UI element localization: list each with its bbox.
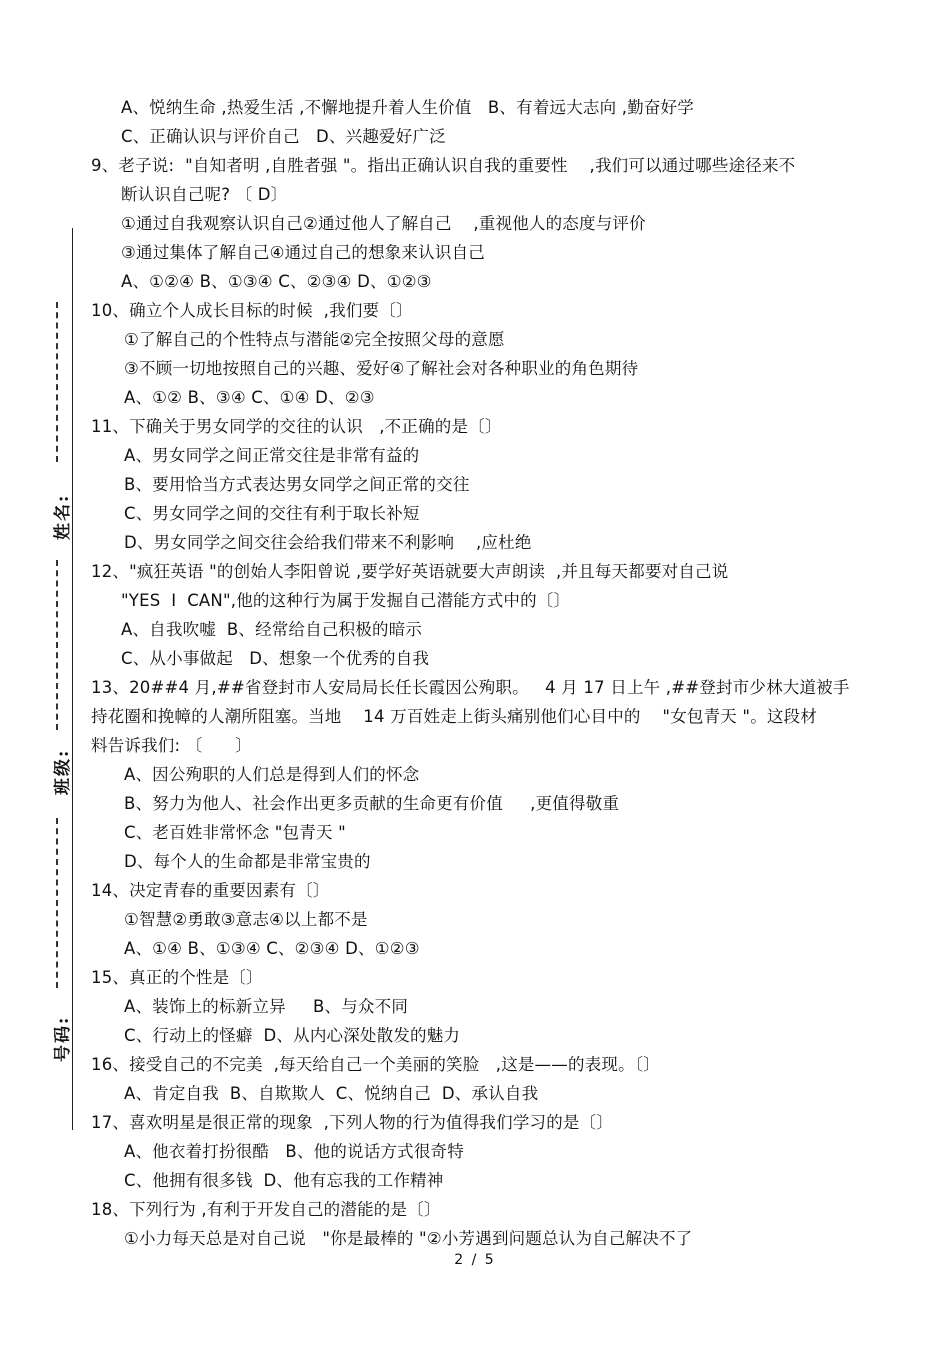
text-line: A、①② B、③④ C、①④ D、②③ xyxy=(124,388,375,407)
text-line: B、努力为他人、社会作出更多贡献的生命更有价值 ,更值得敬重 xyxy=(124,794,620,813)
text-line: A、他衣着打扮很酷 B、他的说话方式很奇特 xyxy=(124,1142,464,1161)
text-line: D、男女同学之间交往会给我们带来不利影响 ,应杜绝 xyxy=(124,533,532,552)
text-line: C、正确认识与评价自己 D、兴趣爱好广泛 xyxy=(121,127,446,146)
text-line: D、每个人的生命都是非常宝贵的 xyxy=(124,852,371,871)
dashed-separator xyxy=(56,560,58,730)
question-11-stem: 11、下确关于男女同学的交往的认识 ,不正确的是〔〕 xyxy=(91,417,502,436)
text-line: C、行动上的怪癖 D、从内心深处散发的魅力 xyxy=(124,1026,461,1045)
text-line: A、装饰上的标新立异 B、与众不同 xyxy=(124,997,409,1016)
text-line: A、因公殉职的人们总是得到人们的怀念 xyxy=(124,765,420,784)
name-field-label: 姓名: xyxy=(53,493,73,540)
text-line: ③不顾一切地按照自己的兴趣、爱好④了解社会对各种职业的角色期待 xyxy=(124,359,639,378)
text-line: B、要用恰当方式表达男女同学之间正常的交往 xyxy=(124,475,470,494)
text-line: C、他拥有很多钱 D、他有忘我的工作精神 xyxy=(124,1171,444,1190)
text-line: A、①④ B、①③④ C、②③④ D、①②③ xyxy=(124,939,420,958)
text-line: A、悦纳生命 ,热爱生活 ,不懈地提升着人生价值 B、有着远大志向 ,勤奋好学 xyxy=(121,98,695,117)
question-12-stem: 12、"疯狂英语 "的创始人李阳曾说 ,要学好英语就要大声朗读 ,并且每天都要对自己说 xyxy=(91,562,729,581)
text-line: A、男女同学之间正常交往是非常有益的 xyxy=(124,446,420,465)
question-10-stem: 10、确立个人成长目标的时候 ,我们要〔〕 xyxy=(91,301,413,320)
text-line: "YES I CAN",他的这种行为属于发掘自己潜能方式中的〔〕 xyxy=(121,591,571,610)
dashed-separator xyxy=(56,818,58,988)
question-18-stem: 18、下列行为 ,有利于开发自己的潜能的是〔〕 xyxy=(91,1200,441,1219)
question-15-stem: 15、真正的个性是〔〕 xyxy=(91,968,263,987)
text-line: C、老百姓非常怀念 "包青天 " xyxy=(124,823,346,842)
question-9-stem: 9、老子说: "自知者明 ,自胜者强 "。指出正确认识自我的重要性 ,我们可以通过哪些途径来不 xyxy=(91,156,796,175)
text-line: 断认识自己呢? 〔 D〕 xyxy=(121,185,288,204)
text-line: A、肯定自我 B、自欺欺人 C、悦纳自己 D、承认自我 xyxy=(124,1084,539,1103)
text-line: C、男女同学之间的交往有利于取长补短 xyxy=(124,504,420,523)
text-line: A、自我吹嘘 B、经常给自己积极的暗示 xyxy=(121,620,423,639)
text-line: 料告诉我们: 〔 〕 xyxy=(91,736,252,755)
question-13-stem: 13、20##4 月,##省登封市人安局局长任长霞因公殉职。 4 月 17 日上午 ,##登封市少林大道被手 xyxy=(91,678,850,697)
question-14-stem: 14、决定青春的重要因素有〔〕 xyxy=(91,881,330,900)
text-line: ①通过自我观察认识自己②通过他人了解自己 ,重视他人的态度与评价 xyxy=(121,214,646,233)
text-line: ①小力每天总是对自己说 "你是最棒的 "②小芳遇到问题总认为自己解决不了 xyxy=(124,1229,693,1248)
class-field-label: 班级: xyxy=(53,748,73,795)
text-line: C、从小事做起 D、想象一个优秀的自我 xyxy=(121,649,430,668)
dashed-separator xyxy=(56,302,58,462)
text-line: A、①②④ B、①③④ C、②③④ D、①②③ xyxy=(121,272,432,291)
binding-margin-line xyxy=(72,228,73,1130)
student-number-field-label: 号码: xyxy=(53,1015,73,1062)
question-16-stem: 16、接受自己的不完美 ,每天给自己一个美丽的笑脸 ,这是——的表现。〔〕 xyxy=(91,1055,660,1074)
page-number: 2 / 5 xyxy=(454,1252,496,1268)
question-17-stem: 17、喜欢明星是很正常的现象 ,下列人物的行为值得我们学习的是〔〕 xyxy=(91,1113,614,1132)
text-line: 持花圈和挽幛的人潮所阻塞。当地 14 万百姓走上街头痛别他们心目中的 "女包青天 "。这段材 xyxy=(91,707,818,726)
text-line: ③通过集体了解自己④通过自己的想象来认识自己 xyxy=(121,243,485,262)
text-line: ①了解自己的个性特点与潜能②完全按照父母的意愿 xyxy=(124,330,505,349)
text-line: ①智慧②勇敢③意志④以上都不是 xyxy=(124,910,368,929)
